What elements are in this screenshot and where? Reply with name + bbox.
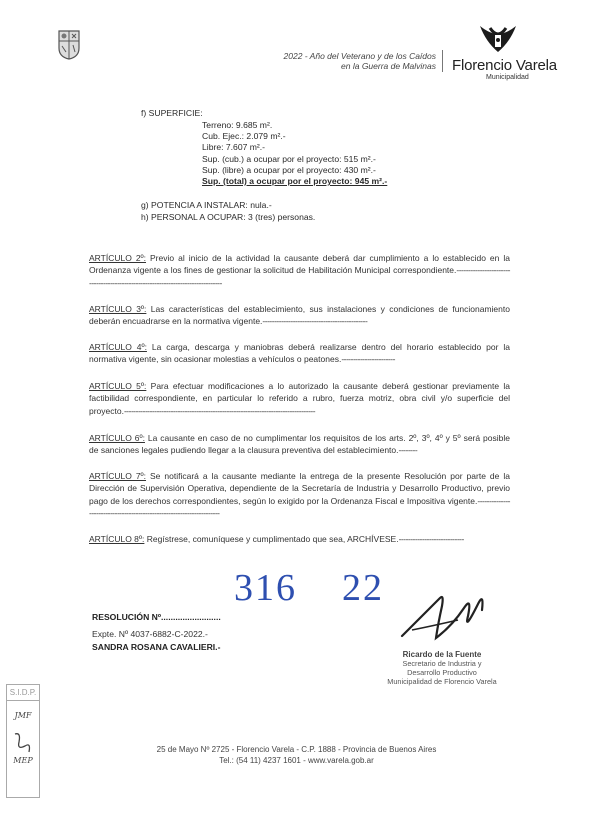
municipality-logo-icon (476, 24, 520, 56)
superficie-item: Cub. Ejec.: 2.079 m².- (202, 131, 286, 142)
superficie-heading: f) SUPERFICIE: (141, 108, 203, 118)
article-3 (89, 303, 510, 328)
footer-contact: Tel.: (54 11) 4237 1601 - www.varela.gob.ar (219, 756, 374, 765)
personal-line: h) PERSONAL A OCUPAR: 3 (tres) personas. (141, 212, 316, 222)
side-stamp-note: MEP (13, 756, 33, 765)
article-heading: ARTÍCULO 2º: (89, 253, 147, 263)
article-8 (89, 533, 510, 545)
article-4 (89, 341, 510, 366)
article-heading: ARTÍCULO 3º: (89, 304, 147, 314)
footer (0, 744, 593, 766)
superficie-item: Terreno: 9.685 m². (202, 120, 273, 130)
resolution-year-stamp: 22 (342, 567, 384, 609)
article-6 (89, 432, 510, 457)
article-heading: ARTÍCULO 6º: (89, 433, 145, 443)
article-7 (89, 470, 510, 520)
article-heading: ARTÍCULO 5º: (89, 381, 147, 391)
superficie-total: Sup. (total) a ocupar por el proyecto: 945 m².- (202, 176, 388, 187)
footer-address: 25 de Mayo Nº 2725 - Florencio Varela - C.P. 1888 - Provincia de Buenos Aires (156, 745, 437, 754)
header-motto (240, 51, 436, 71)
coat-of-arms-icon (58, 30, 80, 60)
signer-role: Secretario de Industria y (402, 659, 482, 668)
superficie-item: Sup. (libre) a ocupar por el proyecto: 430 m².- (202, 164, 376, 175)
signer-role: Desarrollo Productivo (407, 668, 477, 677)
article-heading: ARTÍCULO 4º: (89, 342, 147, 352)
article-5 (89, 380, 510, 417)
resolution-number-stamp: 316 (234, 567, 297, 609)
article-dashes: ---------------------------- (398, 534, 464, 544)
article-dashes: -------- (398, 445, 418, 456)
signer-role: Municipalidad de Florencio Varela (387, 677, 497, 686)
potencia-line: g) POTENCIA A INSTALAR: nula.- (141, 200, 272, 210)
signer-name: Ricardo de la Fuente (402, 650, 482, 659)
article-dashes: ---------------------------------------------------------------------- (89, 495, 510, 519)
side-stamp-note: JMF (14, 711, 32, 720)
article-text: Las características del establecimiento, sus instalaciones y condiciones de funcionamiento deberán encuadrarse en la normativa vigente. (89, 304, 510, 327)
header-motto-line2: en la Guerra de Malvinas (341, 61, 436, 71)
expediente-line: Expte. Nº 4037-6882-C-2022.- (92, 629, 208, 639)
resolucion-label: RESOLUCIÓN Nº......................... (92, 612, 221, 622)
brand-name: Florencio Varela (452, 57, 557, 74)
handwritten-signature-icon (392, 586, 492, 646)
article-heading: ARTÍCULO 8º: (89, 534, 145, 544)
superficie-item: Sup. (cub.) a ocupar por el proyecto: 515 m².- (202, 153, 376, 164)
article-dashes: ---------------------------------------------------------------------------------- (123, 405, 316, 416)
article-text: Previo al inicio de la actividad la causante deberá dar cumplimiento a lo establecido en la Ordenanza vigente a los fines de gestionar la solicitud de Habilitación Municipal correspondiente. (89, 253, 510, 276)
article-text: Regístrese, comuníquese y cumplimentado que sea, ARCHÍVESE. (144, 534, 399, 544)
signature-block (372, 650, 512, 686)
brand-subtitle: Municipalidad (486, 74, 529, 81)
superficie-item: Libre: 7.607 m².- (202, 142, 266, 153)
causante-line: SANDRA ROSANA CAVALIERI.- (92, 642, 221, 652)
article-dashes: --------------------------------------------- (262, 316, 368, 327)
article-text: Para efectuar modificaciones a lo autorizado la causante deberá gestionar previamente la factibilidad correspondiente, en particular lo referido a rubro, fuerza motriz, obra civil y/o superficie del proyecto. (89, 381, 510, 416)
article-2 (89, 252, 510, 289)
header-motto-line1: 2022 - Año del Veterano y de los Caídos (283, 51, 436, 61)
header-divider (442, 50, 443, 72)
article-text: Se notificará a la causante mediante la entrega de la presente Resolución por parte de la Dirección de Supervisión Operativa, dependiente de la Secretaría de Industria y Desarrollo Productivo, previo pago de los derechos correspondientes, según lo exigido por la Ordenanza Fiscal e Impositiva vigente. (89, 471, 510, 506)
article-dashes: -------------------------------------------------------------------------------- (89, 265, 510, 288)
superficie-list (202, 120, 387, 187)
article-dashes: ----------------------- (341, 354, 395, 365)
article-text: La carga, descarga y maniobras deberá realizarse dentro del horario establecido por la normativa vigente, sin ocasionar molestias a vehículos o peatones. (89, 342, 510, 365)
article-text: La causante en caso de no cumplimentar los requisitos de los arts. 2º, 3º, 4º y 5º será posible de sanciones legales pudiendo llegar a la clausura preventiva del establecimiento. (89, 433, 510, 456)
side-stamp (6, 684, 40, 798)
article-heading: ARTÍCULO 7º: (89, 471, 147, 481)
side-stamp-title: S.I.D.P. (7, 685, 39, 701)
